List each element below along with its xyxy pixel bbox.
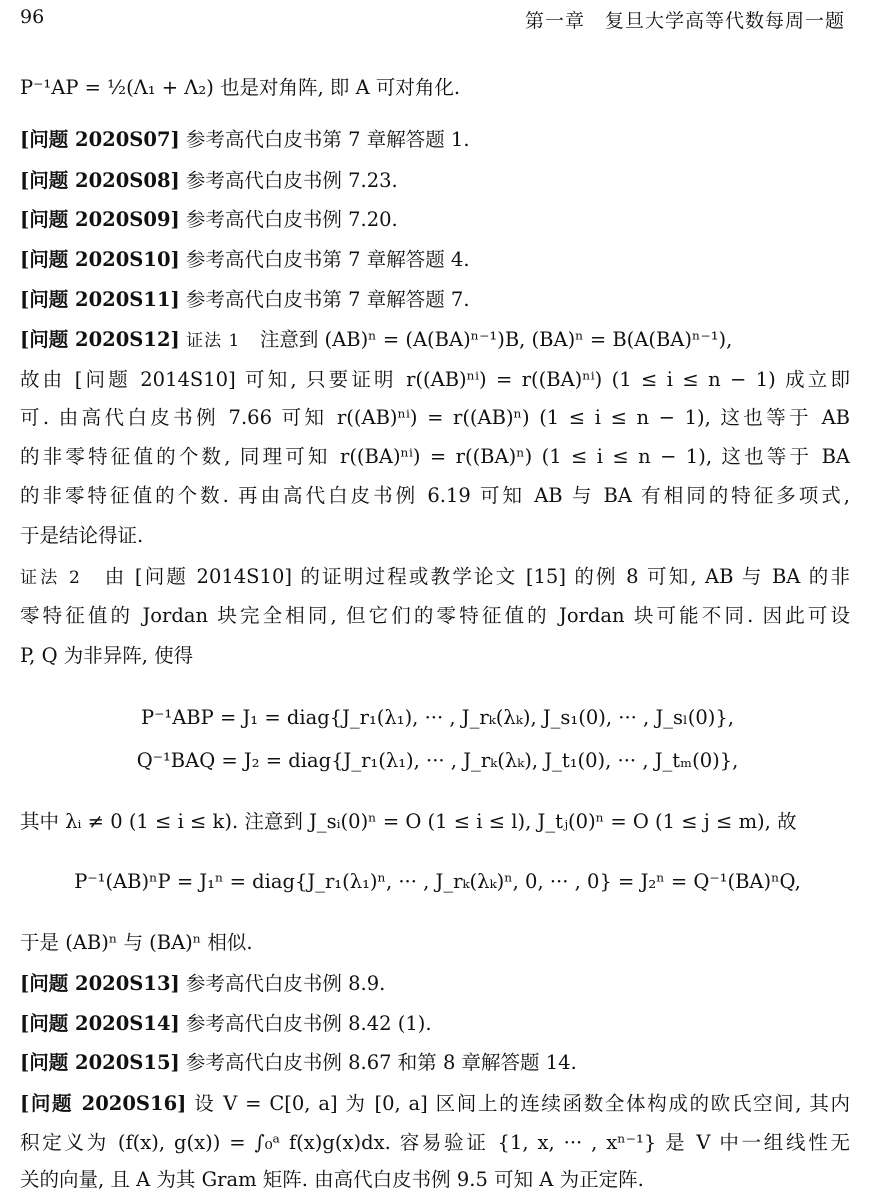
problem-text: 参考高代白皮书例 8.67 和第 8 章解答题 14. bbox=[179, 1051, 577, 1074]
problem-label: [问题 2020S14] bbox=[20, 1012, 180, 1035]
paragraph-line: 其中 λᵢ ≠ 0 (1 ≤ i ≤ k). 注意到 J_sᵢ(0)ⁿ = O (1 ≤ i ≤ l), J_tⱼ(0)ⁿ = O (1 ≤ j ≤ m), 故 bbox=[20, 810, 797, 833]
display-equation: Q⁻¹BAQ = J₂ = diag{J_r₁(λ₁), ··· , J_rₖ(λₖ), J_t₁(0), ··· , J_tₘ(0)}, bbox=[136, 749, 739, 772]
paragraph-line: 零特征值的 Jordan 块完全相同, 但它们的零特征值的 Jordan 块可能不同. 因此可设 bbox=[20, 604, 850, 627]
problem-text: 参考高代白皮书第 7 章解答题 7. bbox=[179, 288, 470, 311]
problem-2020s12 bbox=[20, 326, 850, 355]
display-equation: P⁻¹ABP = J₁ = diag{J_r₁(λ₁), ··· , J_rₖ(λₖ), J_s₁(0), ··· , J_sₗ(0)}, bbox=[140, 706, 734, 729]
problem-label: [问题 2020S12] bbox=[20, 328, 180, 351]
problem-label: [问题 2020S07] bbox=[20, 128, 180, 151]
problem-text: 参考高代白皮书例 8.9. bbox=[179, 972, 386, 995]
paragraph-line: 故由 [问题 2014S10] 可知, 只要证明 r((AB)ⁿⁱ) = r((BA)ⁿⁱ) (1 ≤ i ≤ n − 1) 成立即 bbox=[20, 368, 850, 391]
problem-text: 参考高代白皮书例 7.20. bbox=[179, 208, 398, 231]
paragraph-line: 于是结论得证. bbox=[20, 524, 144, 547]
display-equation: P⁻¹(AB)ⁿP = J₁ⁿ = diag{J_r₁(λ₁)ⁿ, ··· , J_rₖ(λₖ)ⁿ, 0, ··· , 0} = J₂ⁿ = Q⁻¹(BA)ⁿQ, bbox=[74, 870, 801, 893]
problem-label: [问题 2020S08] bbox=[20, 169, 180, 192]
problem-label: [问题 2020S09] bbox=[20, 208, 180, 231]
problem-label: [问题 2020S16] bbox=[20, 1092, 187, 1115]
problem-2020s15 bbox=[20, 1049, 850, 1077]
paragraph-line: 可. 由高代白皮书例 7.66 可知 r((AB)ⁿⁱ) = r((AB)ⁿ) (1 ≤ i ≤ n − 1), 这也等于 AB bbox=[20, 406, 850, 429]
problem-2020s14 bbox=[20, 1010, 850, 1038]
paragraph-line: 关的向量, 且 A 为其 Gram 矩阵. 由高代白皮书例 9.5 可知 A 为正定阵. bbox=[20, 1168, 644, 1191]
problem-text: 参考高代白皮书例 8.42 (1). bbox=[179, 1012, 432, 1035]
proof-method-label: 证法 2 bbox=[20, 568, 81, 588]
problem-text: 设 V = C[0, a] 为 [0, a] 区间上的连续函数全体构成的欧氏空间, 其内 bbox=[186, 1092, 850, 1115]
problem-2020s07 bbox=[20, 126, 850, 154]
paragraph-text: 由 [问题 2014S10] 的证明过程或教学论文 [15] 的例 8 可知, AB 与 BA 的非 bbox=[80, 565, 850, 588]
paragraph-line: 积定义为 (f(x), g(x)) = ∫₀ᵃ f(x)g(x)dx. 容易验证 {1, x, ··· , xⁿ⁻¹} 是 V 中一组线性无 bbox=[20, 1131, 850, 1154]
problem-label: [问题 2020S11] bbox=[20, 288, 180, 311]
problem-2020s08 bbox=[20, 167, 850, 195]
paragraph-line: 的非零特征值的个数. 再由高代白皮书例 6.19 可知 AB 与 BA 有相同的特征多项式, bbox=[20, 484, 850, 507]
problem-2020s13 bbox=[20, 970, 850, 998]
problem-text: 参考高代白皮书例 7.23. bbox=[179, 169, 398, 192]
problem-text: 参考高代白皮书第 7 章解答题 1. bbox=[179, 128, 470, 151]
problem-2020s10 bbox=[20, 246, 850, 274]
problem-label: [问题 2020S15] bbox=[20, 1051, 180, 1074]
paragraph-line: P, Q 为非异阵, 使得 bbox=[20, 644, 194, 667]
problem-2020s11 bbox=[20, 286, 850, 314]
chapter-title: 第一章 复旦大学高等代数每周一题 bbox=[524, 10, 845, 32]
problem-text: 注意到 (AB)ⁿ = (A(BA)ⁿ⁻¹)B, (BA)ⁿ = B(A(BA)ⁿ⁻¹), bbox=[240, 328, 733, 351]
paragraph-line: 于是 (AB)ⁿ 与 (BA)ⁿ 相似. bbox=[20, 931, 253, 954]
problem-label: [问题 2020S10] bbox=[20, 248, 180, 271]
paragraph-line: 的非零特征值的个数, 同理可知 r((BA)ⁿⁱ) = r((BA)ⁿ) (1 ≤ i ≤ n − 1), 这也等于 BA bbox=[20, 445, 850, 468]
problem-text: 参考高代白皮书第 7 章解答题 4. bbox=[179, 248, 470, 271]
problem-label: [问题 2020S13] bbox=[20, 972, 180, 995]
problem-2020s16 bbox=[20, 1090, 850, 1118]
problem-2020s09 bbox=[20, 206, 850, 234]
proof-2-line bbox=[20, 563, 850, 592]
formula-line-diagonalizable: P⁻¹AP = ½(Λ₁ + Λ₂) 也是对角阵, 即 A 可对角化. bbox=[20, 76, 461, 99]
proof-method-label: 证法 1 bbox=[179, 331, 241, 351]
page-number: 96 bbox=[20, 6, 45, 28]
